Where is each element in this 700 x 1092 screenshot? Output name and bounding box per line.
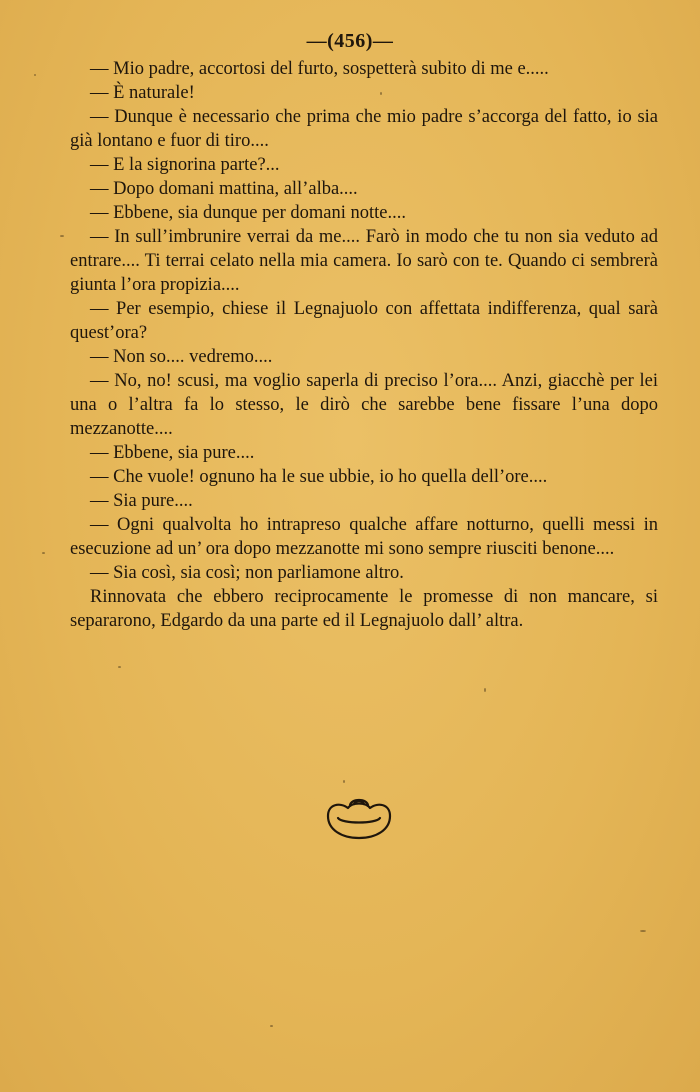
paper-speck (640, 930, 646, 932)
page-number: —(456)— (306, 30, 394, 52)
paragraph: — Ebbene, sia dunque per domani notte.... (90, 203, 406, 223)
paper-speck (484, 688, 486, 692)
paper-speck (118, 666, 121, 668)
body-text (70, 57, 658, 633)
paragraph: — Dunque è necessario che prima che mio padre s’accorga del fatto, io sia già lontano e fuor di tiro.... (70, 107, 658, 151)
paper-speck (343, 780, 345, 783)
paragraph: — E la signorina parte?... (90, 155, 280, 175)
paragraph: — È naturale! (90, 83, 195, 103)
paragraph: — Mio padre, accortosi del furto, sospetterà subito di me e..... (90, 59, 549, 79)
paragraph: — Ebbene, sia pure.... (90, 443, 255, 463)
paragraph: Rinnovata che ebbero reciprocamente le promesse di non mancare, si separarono, Edgardo da una parte ed il Legnajuolo dall’ altra. (70, 587, 658, 631)
paragraph: — Che vuole! ognuno ha le sue ubbie, io ho quella dell’ore.... (90, 467, 548, 487)
paragraph: — No, no! scusi, ma voglio saperla di preciso l’ora.... Anzi, giacchè per lei una o l’altra fa lo stesso, le dirò che sarebbe bene fissare l’una dopo mezzanotte.... (70, 371, 658, 439)
paper-speck (380, 92, 382, 95)
paragraph: — Ogni qualvolta ho intrapreso qualche affare notturno, quelli messi in esecuzione ad un’ ora dopo mezzanotte mi sono sempre riusciti benone.... (70, 515, 658, 559)
paragraph: — Per esempio, chiese il Legnajuolo con affettata indifferenza, qual sarà quest’ora? (70, 299, 658, 343)
paper-speck (34, 74, 36, 76)
paragraph: — Sia pure.... (90, 491, 193, 511)
paper-speck (42, 552, 45, 554)
tailpiece-ornament-icon (322, 794, 396, 842)
paragraph: — In sull’imbrunire verrai da me.... Farò in modo che tu non sia veduto ad entrare.... Ti terrai celato nella mia camera. Io sarò con te. Quando ci sembrerà giunta l’ora propizia.... (70, 227, 658, 295)
paragraph: — Dopo domani mattina, all’alba.... (90, 179, 358, 199)
paper-speck (270, 1025, 273, 1027)
paragraph: — Non so.... vedremo.... (90, 347, 273, 367)
paragraph: — Sia così, sia così; non parliamone altro. (90, 563, 404, 583)
paper-speck (60, 235, 64, 237)
